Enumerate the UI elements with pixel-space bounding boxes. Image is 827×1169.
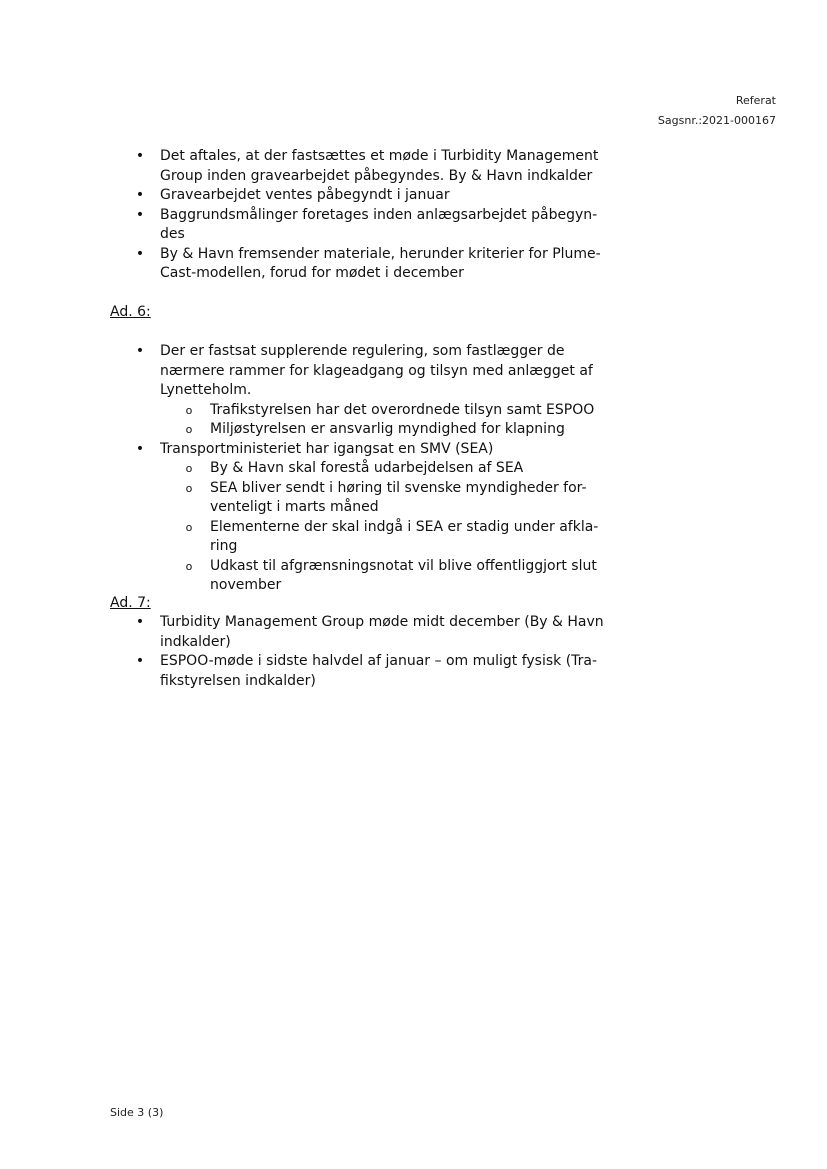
circle-bullet-icon: o <box>185 520 193 534</box>
sub-list-item-text: Miljøstyrelsen er ansvarlig myndighed for klapning <box>210 421 565 437</box>
sub-list-item <box>160 479 610 518</box>
circle-bullet-icon: o <box>185 481 193 495</box>
sub-list-item-text: Udkast til afgrænsningsnotat vil blive offentliggjort slut november <box>210 557 597 593</box>
circle-bullet-icon: o <box>185 423 193 436</box>
section-heading-ad7: Ad. 7: <box>110 595 151 611</box>
list-item-text: Gravearbejdet ventes påbegyndt i januar <box>160 187 450 203</box>
case-number: Sagsnr.:2021-000167 <box>657 114 776 127</box>
sub-list-item <box>160 518 610 557</box>
list-item-text: Turbidity Management Group møde midt december (By & Havn indkalder) <box>160 614 604 650</box>
sub-list <box>160 401 610 440</box>
intro-list-container <box>110 147 610 284</box>
list-item-text: Det aftales, at der fastsættes et møde i Turbidity Management Group inden gravearbejdet påbegyndes. By & Havn indkalder <box>160 148 599 184</box>
circle-bullet-icon: o <box>185 462 193 475</box>
bullet-icon: • <box>135 343 145 359</box>
list-item <box>110 342 610 440</box>
bullet-icon: • <box>135 148 145 164</box>
sub-list-item-text: Trafikstyrelsen har det overordnede tilsyn samt ESPOO <box>210 401 595 418</box>
intro-list <box>110 147 610 284</box>
sub-list-item-text: By & Havn skal forestå udarbejdelsen af SEA <box>210 460 524 476</box>
bullet-icon: • <box>135 440 145 457</box>
list-item <box>110 245 610 284</box>
list-item <box>110 206 610 245</box>
page-number: Side 3 (3) <box>110 1106 164 1119</box>
list-item <box>110 613 610 652</box>
sub-list-item-text: Elementerne der skal indgå i SEA er stadig under afkla-ring <box>210 518 599 554</box>
list-item-text: Der er fastsat supplerende regulering, som fastlægger de nærmere rammer for klageadgang og tilsyn med anlægget af Lynetteholm. <box>160 343 593 398</box>
bullet-icon: • <box>135 187 145 203</box>
bullet-icon: • <box>135 614 145 630</box>
bullet-icon: • <box>135 245 145 262</box>
sub-list <box>160 459 610 596</box>
list-item-text: Baggrundsmålinger foretages inden anlægsarbejdet påbegyn-des <box>160 206 598 242</box>
sub-list-item <box>160 557 610 596</box>
sub-list-item-text: SEA bliver sendt i høring til svenske myndigheder for-venteligt i marts måned <box>210 479 587 515</box>
list-item-text: By & Havn fremsender materiale, herunder kriterier for Plume-Cast-modellen, forud for mødet i december <box>160 245 601 281</box>
ad7-list-container <box>110 613 610 691</box>
list-item <box>110 147 610 186</box>
sub-list-item <box>160 401 610 421</box>
list-item <box>110 440 610 596</box>
circle-bullet-icon: o <box>185 403 193 417</box>
section-heading-ad6: Ad. 6: <box>110 304 151 320</box>
sub-list-item <box>160 459 610 479</box>
sub-list-item <box>160 420 610 440</box>
circle-bullet-icon: o <box>185 559 193 573</box>
ad7-list <box>110 613 610 691</box>
bullet-icon: • <box>135 206 145 223</box>
list-item-text: Transportministeriet har igangsat en SMV (SEA) <box>160 440 494 457</box>
ad6-list-container <box>110 342 610 596</box>
ad6-list <box>110 342 610 596</box>
list-item <box>110 186 610 206</box>
list-item-text: ESPOO-møde i sidste halvdel af januar – om muligt fysisk (Tra-fikstyrelsen indkalder) <box>160 653 598 689</box>
list-item <box>110 652 610 691</box>
bullet-icon: • <box>135 653 145 669</box>
document-type-label: Referat <box>735 94 776 107</box>
